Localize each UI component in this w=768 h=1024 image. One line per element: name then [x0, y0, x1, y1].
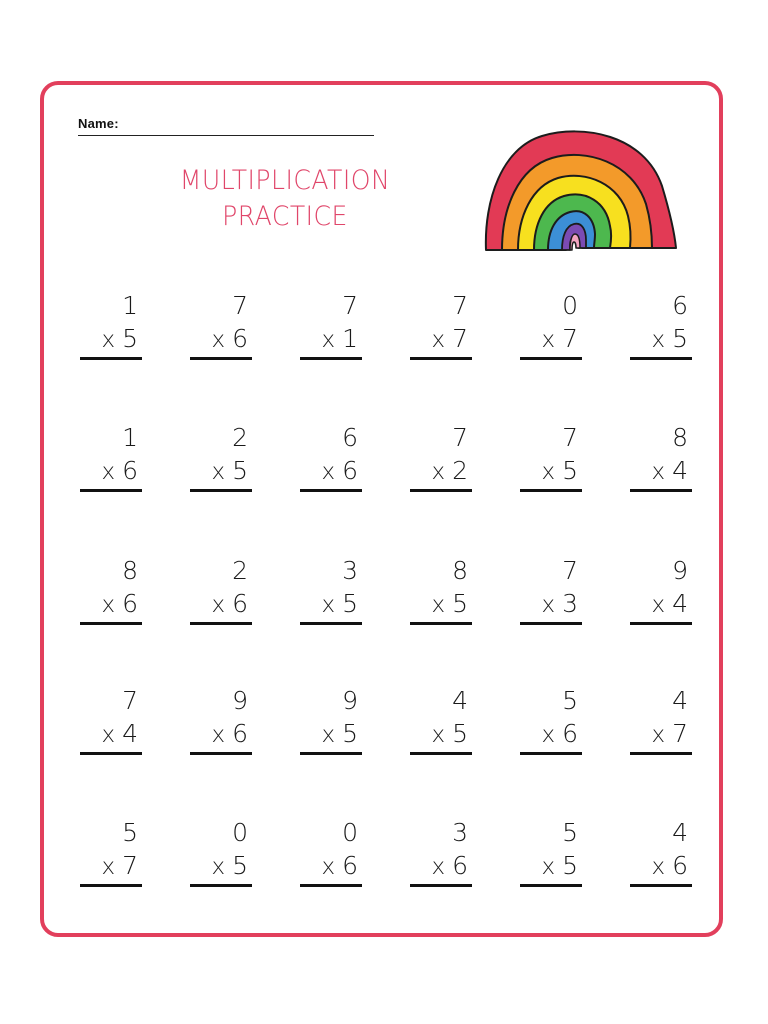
times-sign: x — [541, 327, 556, 353]
multiplier: 4 — [122, 719, 138, 748]
multiplier: 7 — [672, 719, 688, 748]
answer-line[interactable] — [300, 884, 362, 887]
multiplier: 5 — [562, 851, 578, 880]
multiplier-row — [321, 852, 358, 881]
multiplier: 5 — [232, 456, 248, 485]
multiplier-row — [541, 457, 578, 486]
times-sign: x — [431, 854, 446, 880]
answer-line[interactable] — [520, 489, 582, 492]
multiplicand: 1 — [122, 291, 138, 320]
multiplier-row — [651, 852, 688, 881]
problem-1-6 — [626, 292, 692, 356]
problem-5-6 — [626, 819, 692, 883]
multiplier: 4 — [672, 456, 688, 485]
multiplier: 5 — [342, 589, 358, 618]
problem-5-4 — [406, 819, 472, 883]
multiplier-row — [651, 457, 688, 486]
multiplier-row — [541, 590, 578, 619]
multiplier: 6 — [232, 719, 248, 748]
multiplier: 5 — [672, 324, 688, 353]
answer-line[interactable] — [630, 622, 692, 625]
multiplier-row — [651, 325, 688, 354]
page-title — [141, 163, 429, 235]
times-sign: x — [101, 722, 116, 748]
times-sign: x — [541, 459, 556, 485]
multiplier: 6 — [562, 719, 578, 748]
multiplier: 5 — [452, 589, 468, 618]
multiplier: 3 — [562, 589, 578, 618]
multiplier: 6 — [452, 851, 468, 880]
times-sign: x — [431, 722, 446, 748]
times-sign: x — [321, 722, 336, 748]
multiplier-row — [321, 325, 358, 354]
problem-4-1 — [76, 687, 142, 751]
multiplicand: 3 — [452, 818, 468, 847]
answer-line[interactable] — [80, 489, 142, 492]
times-sign: x — [101, 327, 116, 353]
multiplier-row — [651, 590, 688, 619]
multiplier-row — [101, 852, 138, 881]
answer-line[interactable] — [410, 752, 472, 755]
multiplicand: 7 — [562, 423, 578, 452]
multiplicand: 2 — [232, 556, 248, 585]
multiplier-row — [101, 457, 138, 486]
multiplier-row — [541, 852, 578, 881]
answer-line[interactable] — [410, 622, 472, 625]
problem-5-2 — [186, 819, 252, 883]
multiplicand: 5 — [562, 686, 578, 715]
multiplicand: 2 — [232, 423, 248, 452]
answer-line[interactable] — [190, 622, 252, 625]
problem-2-6 — [626, 424, 692, 488]
answer-line[interactable] — [410, 357, 472, 360]
multiplicand: 9 — [342, 686, 358, 715]
problem-3-3 — [296, 557, 362, 621]
multiplier-row — [321, 457, 358, 486]
multiplicand: 3 — [342, 556, 358, 585]
rainbow-illustration — [482, 128, 682, 254]
problem-1-1 — [76, 292, 142, 356]
problem-2-2 — [186, 424, 252, 488]
problem-4-2 — [186, 687, 252, 751]
times-sign: x — [651, 854, 666, 880]
times-sign: x — [651, 459, 666, 485]
problem-4-3 — [296, 687, 362, 751]
multiplier: 2 — [452, 456, 468, 485]
multiplier-row — [541, 325, 578, 354]
problem-3-1 — [76, 557, 142, 621]
name-entry-line[interactable] — [78, 135, 374, 136]
multiplier-row — [321, 720, 358, 749]
multiplicand: 6 — [672, 291, 688, 320]
multiplicand: 8 — [122, 556, 138, 585]
multiplier: 6 — [342, 456, 358, 485]
multiplicand: 5 — [562, 818, 578, 847]
multiplier: 6 — [232, 589, 248, 618]
answer-line[interactable] — [300, 622, 362, 625]
multiplier: 5 — [122, 324, 138, 353]
times-sign: x — [321, 459, 336, 485]
multiplicand: 9 — [672, 556, 688, 585]
multiplier: 7 — [452, 324, 468, 353]
answer-line[interactable] — [410, 884, 472, 887]
multiplier-row — [541, 720, 578, 749]
times-sign: x — [211, 459, 226, 485]
multiplier-row — [211, 590, 248, 619]
problem-1-4 — [406, 292, 472, 356]
times-sign: x — [541, 722, 556, 748]
multiplicand: 8 — [672, 423, 688, 452]
multiplicand: 6 — [342, 423, 358, 452]
problem-2-3 — [296, 424, 362, 488]
multiplicand: 7 — [342, 291, 358, 320]
answer-line[interactable] — [410, 489, 472, 492]
multiplier: 5 — [562, 456, 578, 485]
problem-4-5 — [516, 687, 582, 751]
times-sign: x — [321, 854, 336, 880]
problem-4-4 — [406, 687, 472, 751]
problem-1-2 — [186, 292, 252, 356]
multiplier: 7 — [562, 324, 578, 353]
times-sign: x — [651, 722, 666, 748]
multiplier: 5 — [452, 719, 468, 748]
multiplier: 6 — [342, 851, 358, 880]
multiplier: 6 — [122, 456, 138, 485]
times-sign: x — [211, 327, 226, 353]
multiplier: 4 — [672, 589, 688, 618]
problem-1-3 — [296, 292, 362, 356]
problem-3-4 — [406, 557, 472, 621]
multiplier-row — [211, 852, 248, 881]
multiplier-row — [651, 720, 688, 749]
problem-2-4 — [406, 424, 472, 488]
multiplier: 6 — [232, 324, 248, 353]
multiplicand: 0 — [342, 818, 358, 847]
answer-line[interactable] — [300, 752, 362, 755]
problem-5-3 — [296, 819, 362, 883]
answer-line[interactable] — [520, 752, 582, 755]
answer-line[interactable] — [630, 884, 692, 887]
answer-line[interactable] — [190, 489, 252, 492]
answer-line[interactable] — [520, 884, 582, 887]
times-sign: x — [541, 854, 556, 880]
times-sign: x — [431, 459, 446, 485]
multiplicand: 0 — [232, 818, 248, 847]
answer-line[interactable] — [630, 752, 692, 755]
times-sign: x — [101, 854, 116, 880]
multiplicand: 7 — [452, 423, 468, 452]
multiplicand: 4 — [452, 686, 468, 715]
times-sign: x — [321, 327, 336, 353]
problem-2-1 — [76, 424, 142, 488]
multiplier-row — [211, 720, 248, 749]
times-sign: x — [541, 592, 556, 618]
times-sign: x — [101, 459, 116, 485]
multiplicand: 4 — [672, 818, 688, 847]
multiplier-row — [431, 325, 468, 354]
answer-line[interactable] — [80, 622, 142, 625]
answer-line[interactable] — [300, 489, 362, 492]
multiplicand: 7 — [232, 291, 248, 320]
problem-5-1 — [76, 819, 142, 883]
multiplier-row — [211, 457, 248, 486]
multiplier: 6 — [672, 851, 688, 880]
multiplier: 1 — [342, 324, 358, 353]
answer-line[interactable] — [630, 357, 692, 360]
multiplicand: 7 — [452, 291, 468, 320]
multiplicand: 8 — [452, 556, 468, 585]
times-sign: x — [431, 327, 446, 353]
multiplicand: 5 — [122, 818, 138, 847]
problem-5-5 — [516, 819, 582, 883]
answer-line[interactable] — [300, 357, 362, 360]
times-sign: x — [211, 592, 226, 618]
answer-line[interactable] — [520, 622, 582, 625]
multiplier-row — [431, 852, 468, 881]
title-line-2: PRACTICE — [222, 201, 348, 232]
answer-line[interactable] — [80, 357, 142, 360]
multiplier-row — [321, 590, 358, 619]
multiplicand: 1 — [122, 423, 138, 452]
title-line-1: MULTIPLICATION — [179, 165, 391, 196]
multiplier-row — [431, 590, 468, 619]
problem-3-2 — [186, 557, 252, 621]
multiplier-row — [101, 720, 138, 749]
multiplier: 5 — [232, 851, 248, 880]
times-sign: x — [211, 722, 226, 748]
multiplier-row — [101, 590, 138, 619]
name-label: Name: — [78, 116, 119, 131]
answer-line[interactable] — [80, 884, 142, 887]
problem-2-5 — [516, 424, 582, 488]
problem-3-6 — [626, 557, 692, 621]
multiplicand: 9 — [232, 686, 248, 715]
problem-1-5 — [516, 292, 582, 356]
multiplier: 7 — [122, 851, 138, 880]
answer-line[interactable] — [630, 489, 692, 492]
multiplicand: 0 — [562, 291, 578, 320]
multiplicand: 7 — [562, 556, 578, 585]
answer-line[interactable] — [190, 752, 252, 755]
multiplier: 5 — [342, 719, 358, 748]
answer-line[interactable] — [190, 884, 252, 887]
problem-3-5 — [516, 557, 582, 621]
times-sign: x — [431, 592, 446, 618]
multiplier-row — [431, 720, 468, 749]
multiplicand: 7 — [122, 686, 138, 715]
multiplicand: 4 — [672, 686, 688, 715]
times-sign: x — [651, 592, 666, 618]
answer-line[interactable] — [80, 752, 142, 755]
times-sign: x — [211, 854, 226, 880]
answer-line[interactable] — [520, 357, 582, 360]
multiplier-row — [101, 325, 138, 354]
multiplier-row — [431, 457, 468, 486]
problem-4-6 — [626, 687, 692, 751]
times-sign: x — [101, 592, 116, 618]
times-sign: x — [651, 327, 666, 353]
answer-line[interactable] — [190, 357, 252, 360]
multiplier: 6 — [122, 589, 138, 618]
multiplier-row — [211, 325, 248, 354]
times-sign: x — [321, 592, 336, 618]
